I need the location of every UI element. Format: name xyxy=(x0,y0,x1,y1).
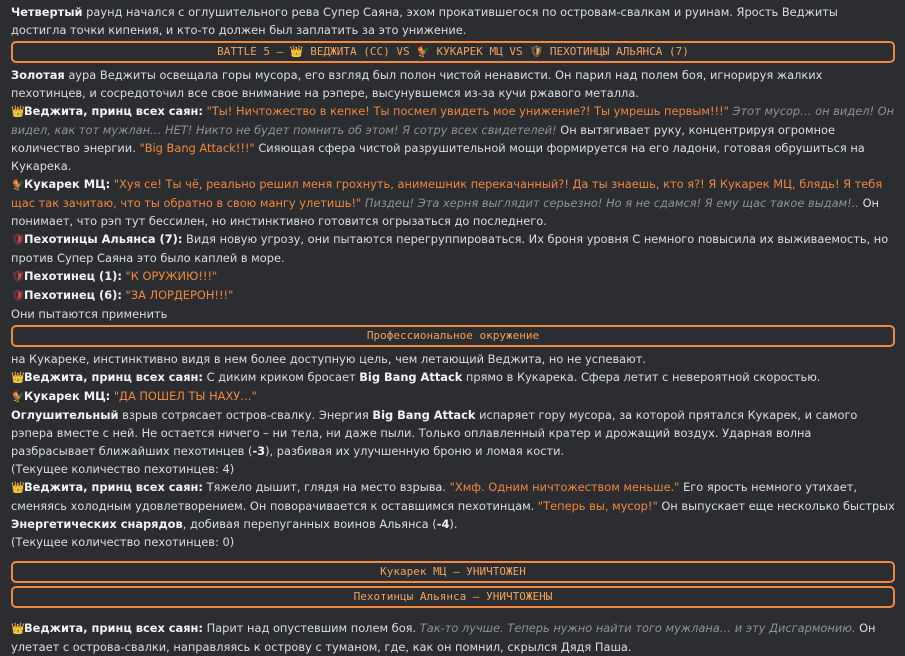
crown-icon: 👑 xyxy=(11,105,25,118)
shield-icon: 🛡 xyxy=(11,289,25,302)
narration-text: ), разбивая их улучшенную броню и ломая кости. xyxy=(265,444,565,458)
narration-text: Парит над опустевшим полем боя. xyxy=(202,621,420,635)
quoted-speech: "ДА ПОШЕЛ ТЫ НАХУ…" xyxy=(113,389,257,403)
bold-text: Веджита, принц всех саян: xyxy=(24,480,203,494)
narration-text: Он вытягивает руку, концентрируя огромное количество энергии. xyxy=(11,123,836,155)
narration-text: раунд начался с оглушительного рева Супер Саяна, эхом прокатившегося по островам-свалкам и руинам. Ярость Веджиты достигла точки кипения, и кто-то должен был заплатить за это унижение. xyxy=(11,5,838,37)
quoted-speech: "К ОРУЖИЮ!!!" xyxy=(125,269,218,283)
narration-text: Его ярость немного утихает, сменяясь холодным удовлетворением. Он поворачивается к оставшимся пехотинцам. xyxy=(11,480,857,513)
bold-text: Пехотинцы Альянса (7): xyxy=(24,232,183,246)
quoted-speech: "ЗА ЛОРДЕРОН!!!" xyxy=(125,288,234,302)
narration-text: С диким криком бросает xyxy=(202,370,360,384)
narration-text: Он улетает с острова-свалки, направляясь к острову с туманом, где, как он помнил, скрылся Дядя Паша. xyxy=(11,621,876,654)
message-paragraph xyxy=(11,3,895,39)
message-paragraph xyxy=(11,533,895,551)
quoted-speech: "Хуя се! Ты чё, реально решил меня грохнуть, анимешник перекачанный?! Да ты знаешь, кто я?! Я Кукарек МЦ, блядь! Я тебя щас так зачитаю, что ты обратно в свою мангу улетишь!" xyxy=(11,177,883,210)
message-paragraph xyxy=(11,406,895,460)
message-paragraph xyxy=(11,286,895,305)
bold-text: Кукарек МЦ: xyxy=(24,177,111,191)
narration-text: на Кукареке, инстинктивно видя в нем более доступную цель, чем летающий Веджита, но не успевают. xyxy=(11,352,647,366)
bold-text: Веджита, принц всех саян: xyxy=(24,104,203,118)
message-paragraph xyxy=(11,619,895,656)
narration-text: аура Веджиты освещала горы мусора, его взгляд был полон чистой ненависти. Он парил над полем боя, игнорируя жалких пехотинцев, и сосредоточил все свое внимание на рэпере, высунувшемся из-за кучи ржавого металла. xyxy=(11,68,823,100)
message-paragraph xyxy=(11,102,895,175)
message-paragraph xyxy=(11,267,895,286)
bold-text: Оглушительный xyxy=(11,408,119,422)
narration-text: (Текущее количество пехотинцев: 0) xyxy=(11,535,235,549)
narration-text: прямо в Кукарека. Сфера летит с невероятной скоростью. xyxy=(462,370,821,384)
crown-icon: 👑 xyxy=(11,481,25,494)
shield-icon: 🛡 xyxy=(11,270,25,283)
bold-text: -4 xyxy=(436,517,450,531)
message-paragraph xyxy=(11,305,895,323)
inner-thought: Так-то лучше. Теперь нужно найти того мужлана… и эту Дисгармонию. xyxy=(419,621,856,635)
bold-text: Золотая xyxy=(11,68,65,82)
bold-text: Энергетических снарядов xyxy=(11,517,183,531)
crown-icon: 👑 xyxy=(11,622,25,635)
bold-text: Веджита, принц всех саян: xyxy=(24,621,203,635)
status-banner: Кукарек МЦ – УНИЧТОЖЕН xyxy=(11,561,895,583)
message-paragraph xyxy=(11,460,895,478)
quoted-speech: "Хмф. Одним ничтожеством меньше." xyxy=(449,480,680,494)
inner-thought: Этот мусор… он видел! Он видел, как тот мужлан… НЕТ! Никто не будет помнить об этом! Я сотру всех свидетелей! xyxy=(11,104,895,137)
message-paragraph xyxy=(11,66,895,102)
narration-text: , добивая перепуганных воинов Альянса ( xyxy=(182,517,437,531)
message-paragraph xyxy=(11,368,895,387)
shield-icon: 🛡 xyxy=(11,233,25,246)
message-paragraph xyxy=(11,478,895,533)
narration-text: ). xyxy=(449,517,458,531)
quoted-speech: "Теперь вы, мусор!" xyxy=(537,499,658,513)
crown-icon: 👑 xyxy=(11,371,25,384)
message-paragraph xyxy=(11,350,895,368)
bold-text: Пехотинец (6): xyxy=(24,288,122,302)
bold-text: Веджита, принц всех саян: xyxy=(24,370,203,384)
status-banner: BATTLE 5 – 👑 ВЕДЖИТА (СС) VS 🐓 КУКАРЕК МЦ VS 🛡 ПЕХОТИНЦЫ АЛЬЯНСА (7) xyxy=(11,41,895,63)
bold-text: Big Bang Attack xyxy=(359,370,463,384)
narration-text: Тяжело дышит, глядя на место взрыва. xyxy=(202,480,450,494)
narration-text: Они пытаются применить xyxy=(11,307,168,321)
message-paragraph xyxy=(11,230,895,267)
narration-text: испаряет гору мусора, за которой прятался Кукарек, и самого рэпера вместе с ней. Не остается ничего – ни тела, ни даже пыли. Только оплавленный кратер и дрожащий воздух. Ударная волна разбрасывает ближайших пехотинцев ( xyxy=(11,408,858,458)
spacer xyxy=(11,551,895,559)
bird-icon: 🐓 xyxy=(11,390,25,403)
narration-text: взрыв сотрясает остров-свалку. Энергия xyxy=(118,408,373,422)
bold-text: -3 xyxy=(252,444,266,458)
narration-text: (Текущее количество пехотинцев: 4) xyxy=(11,462,235,476)
narration-text: Он выпускает еще несколько быстрых xyxy=(657,499,895,513)
message-paragraph xyxy=(11,175,895,230)
bold-text: Big Bang Attack xyxy=(372,408,476,422)
inner-thought: Пиздец! Эта херня выглядит серьезно! Но я не сдамся! Я ему щас такое выдам!.. xyxy=(364,196,859,210)
status-banner: Пехотинцы Альянса – УНИЧТОЖЕНЫ xyxy=(11,586,895,608)
bold-text: Четвертый xyxy=(11,5,83,19)
narration-text: Сияющая сфера чистой разрушительной мощи формируется на его ладони, готовая обрушиться на Кукарека. xyxy=(11,141,865,173)
narration-text: Видя новую угрозу, они пытаются перегруппироваться. Их броня уровня C немного повысила их выживаемость, но против Супер Саяна это было каплей в море. xyxy=(11,232,889,265)
bird-icon: 🐓 xyxy=(11,178,25,191)
message-paragraph xyxy=(11,387,895,406)
quoted-speech: "Big Bang Attack!!!" xyxy=(139,141,255,155)
quoted-speech: "Ты! Ничтожество в кепке! Ты посмел увидеть мое унижение?! Ты умрешь первым!!!" xyxy=(206,104,729,118)
narration-text: Он понимает, что рэп тут бессилен, но инстинктивно готовится огрызаться до последнего. xyxy=(11,196,879,228)
spacer xyxy=(11,611,895,619)
bold-text: Кукарек МЦ: xyxy=(24,389,111,403)
bold-text: Пехотинец (1): xyxy=(24,269,122,283)
status-banner: Профессиональное окружение xyxy=(11,325,895,347)
